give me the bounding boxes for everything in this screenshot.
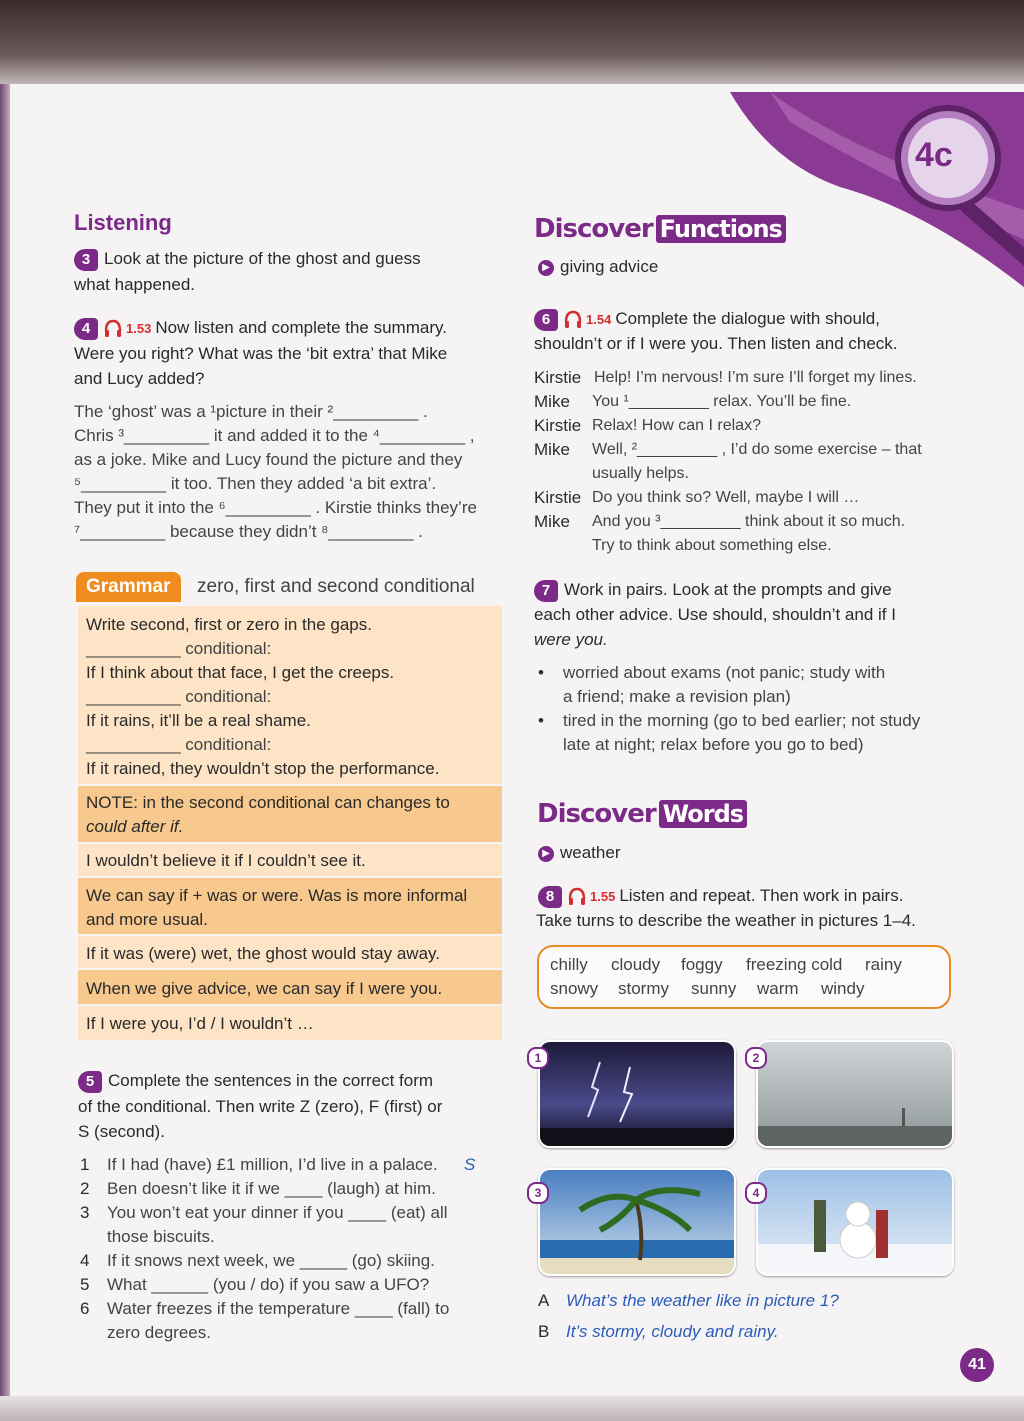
grammar-row: __________ conditional:	[86, 639, 272, 658]
exercise-number: 7	[534, 580, 558, 602]
words-subtitle	[538, 841, 620, 865]
word: snowy	[550, 979, 599, 998]
summary-line: They put it into the ⁶_________ . Kirstie thinks they’re	[74, 498, 477, 517]
exercise-7	[534, 578, 892, 602]
item-number: 4	[80, 1251, 90, 1270]
corner-decoration	[730, 92, 1024, 292]
word: windy	[821, 979, 865, 998]
dialogue-line: Relax! How can I relax?	[592, 417, 761, 434]
exercise-3	[74, 247, 421, 271]
ex8-line1: Listen and repeat. Then work in pairs.	[619, 886, 904, 905]
track-number: 1.54	[586, 312, 612, 327]
fog-image	[758, 1042, 952, 1146]
ex5-line3: S (second).	[78, 1122, 165, 1141]
track-number: 1.55	[590, 889, 616, 904]
item-text: Ben doesn’t like it if we ____ (laugh) at him.	[107, 1179, 436, 1198]
ex3-line1: Look at the picture of the ghost and guess	[104, 249, 421, 268]
bullet-text: late at night; relax before you go to bed)	[563, 735, 864, 754]
dialogue-line: usually helps.	[592, 465, 689, 482]
track-number: 1.53	[126, 321, 152, 336]
word: stormy	[618, 979, 669, 998]
lightning-image	[540, 1042, 734, 1146]
grammar-tab: Grammar	[76, 572, 181, 602]
word: sunny	[691, 979, 737, 998]
grammar-row: I wouldn’t believe it if I couldn’t see it.	[86, 851, 366, 870]
qa-line: What’s the weather like in picture 1?	[566, 1291, 839, 1310]
bullet-dot: •	[538, 663, 544, 682]
exercise-number: 6	[534, 309, 558, 331]
bullet-text: tired in the morning (go to bed earlier; not study	[563, 711, 921, 730]
item-number: 3	[80, 1203, 90, 1222]
qa-speaker: B	[538, 1322, 550, 1341]
palm-trees-image	[540, 1170, 734, 1274]
heading-word: Discover	[537, 799, 656, 829]
word: warm	[757, 979, 799, 998]
item-text: You won’t eat your dinner if you ____ (eat) all	[107, 1203, 448, 1222]
bullet-text: worried about exams (not panic; study with	[563, 663, 886, 682]
exercise-number: 8	[538, 886, 562, 908]
heading-word-boxed: Words	[659, 800, 747, 828]
section-title-listening: Listening	[74, 210, 172, 235]
grammar-row: __________ conditional:	[86, 735, 272, 754]
ex8-line2: Take turns to describe the weather in pictures 1–4.	[536, 911, 916, 930]
item-number: 1	[80, 1155, 90, 1174]
item-answer: S	[464, 1155, 476, 1174]
ex5-line1: Complete the sentences in the correct form	[108, 1071, 434, 1090]
words-sub-text: weather	[560, 843, 621, 862]
picture-number: 3	[527, 1182, 549, 1204]
dialogue-line: Help! I’m nervous! I’m sure I’ll forget my lines.	[594, 369, 917, 386]
grammar-row: When we give advice, we can say if I were you.	[86, 979, 443, 998]
picture-number: 4	[745, 1182, 767, 1204]
headphones-icon	[568, 887, 586, 907]
ex7-line3: were you.	[534, 630, 608, 649]
picture-number: 1	[527, 1047, 549, 1069]
dialogue-speaker: Kirstie	[534, 368, 582, 387]
unit-badge: 4c	[915, 136, 953, 174]
play-arrow-icon: ▶	[538, 260, 554, 276]
grammar-row: If it rained, they wouldn’t stop the performance.	[86, 759, 440, 778]
bullet-dot: •	[538, 711, 544, 730]
scan-shadow	[0, 0, 1024, 92]
grammar-row: Write second, first or zero in the gaps.	[86, 615, 372, 634]
item-text-cont: zero degrees.	[107, 1323, 211, 1342]
ex6-line1: Complete the dialogue with should,	[615, 309, 880, 328]
dialogue-speaker: Mike	[534, 512, 570, 531]
word: foggy	[681, 955, 723, 974]
ex3-line2: what happened.	[74, 275, 195, 294]
heading-word-boxed: Functions	[656, 215, 786, 243]
dialogue-line: And you ³_________ think about it so much.	[592, 513, 906, 530]
grammar-row: could after if.	[86, 817, 184, 836]
ex4-line1: Now listen and complete the summary.	[155, 318, 447, 337]
summary-line: The ‘ghost’ was a ¹picture in their ²_________ .	[74, 402, 428, 421]
dialogue-speaker: Mike	[534, 440, 570, 459]
ex6-line2: shouldn’t or if I were you. Then listen and check.	[534, 334, 898, 353]
word: chilly	[550, 955, 588, 974]
grammar-row: If I think about that face, I get the creeps.	[86, 663, 395, 682]
weather-photo-windy	[538, 1168, 736, 1276]
summary-line: as a joke. Mike and Lucy found the picture and they	[74, 450, 463, 469]
grammar-row: We can say if + was or were. Was is more informal	[86, 886, 468, 905]
page-number: 41	[960, 1348, 994, 1382]
ex4-line3: and Lucy added?	[74, 369, 205, 388]
dialogue-line: Try to think about something else.	[592, 537, 832, 554]
exercise-5	[78, 1069, 433, 1093]
ex7-line1: Work in pairs. Look at the prompts and give	[564, 580, 892, 599]
headphones-icon	[564, 310, 582, 330]
item-text: Water freezes if the temperature ____ (fall) to	[107, 1299, 450, 1318]
grammar-row: NOTE: in the second conditional can changes to	[86, 793, 450, 812]
play-arrow-icon: ▶	[538, 846, 554, 862]
weather-photo-stormy	[538, 1040, 736, 1148]
discover-functions-heading	[534, 214, 786, 244]
exercise-number: 3	[74, 249, 98, 271]
bullet-text: a friend; make a revision plan)	[563, 687, 791, 706]
dialogue-line: Do you think so? Well, maybe I will …	[592, 489, 860, 506]
heading-word: Discover	[534, 214, 653, 244]
picture-number: 2	[745, 1047, 767, 1069]
discover-words-heading	[537, 799, 747, 829]
grammar-row: If I were you, I’d / I wouldn’t …	[86, 1014, 314, 1033]
ex4-line2: Were you right? What was the ‘bit extra’ that Mike	[74, 344, 448, 363]
item-text-cont: those biscuits.	[107, 1227, 215, 1246]
exercise-4	[74, 316, 447, 341]
grammar-row: If it rains, it’ll be a real shame.	[86, 711, 311, 730]
grammar-row: If it was (were) wet, the ghost would stay away.	[86, 944, 440, 963]
dialogue-speaker: Mike	[534, 392, 570, 411]
summary-line: ⁵_________ it too. Then they added ‘a bit extra’.	[74, 474, 437, 493]
item-number: 2	[80, 1179, 90, 1198]
item-text: If it snows next week, we _____ (go) skiing.	[107, 1251, 435, 1270]
weather-photo-foggy	[756, 1040, 954, 1148]
summary-line: ⁷_________ because they didn’t ⁸_________ .	[74, 522, 423, 541]
ex7-line2: each other advice. Use should, shouldn’t and if I	[534, 605, 896, 624]
headphones-icon	[104, 319, 122, 339]
exercise-number: 5	[78, 1071, 102, 1093]
grammar-row: __________ conditional:	[86, 687, 272, 706]
word: cloudy	[611, 955, 661, 974]
exercise-number: 4	[74, 318, 98, 340]
page-bottom-edge	[0, 1396, 1024, 1421]
ex5-line2: of the conditional. Then write Z (zero), F (first) or	[78, 1097, 443, 1116]
item-number: 5	[80, 1275, 90, 1294]
item-number: 6	[80, 1299, 90, 1318]
page-spine	[0, 84, 10, 1421]
dialogue-speaker: Kirstie	[534, 488, 582, 507]
weather-photo-snowy	[756, 1168, 954, 1276]
dialogue-line: Well, ²_________ , I’d do some exercise – that	[592, 441, 922, 458]
functions-subtitle	[538, 255, 658, 279]
word: rainy	[865, 955, 902, 974]
snowman-image	[758, 1170, 952, 1274]
exercise-8	[538, 884, 903, 909]
exercise-6	[534, 307, 880, 332]
grammar-row: and more usual.	[86, 910, 208, 929]
dialogue-line: You ¹_________ relax. You’ll be fine.	[592, 393, 852, 410]
functions-sub-text: giving advice	[560, 257, 659, 276]
item-text: What ______ (you / do) if you saw a UFO?	[107, 1275, 430, 1294]
qa-line: It’s stormy, cloudy and rainy.	[566, 1322, 779, 1341]
summary-line: Chris ³_________ it and added it to the ⁴_________ ,	[74, 426, 475, 445]
word: freezing cold	[746, 955, 843, 974]
item-text: If I had (have) £1 million, I’d live in a palace.	[107, 1155, 438, 1174]
grammar-topic: zero, first and second conditional	[197, 576, 475, 597]
qa-speaker: A	[538, 1291, 550, 1310]
dialogue-speaker: Kirstie	[534, 416, 582, 435]
